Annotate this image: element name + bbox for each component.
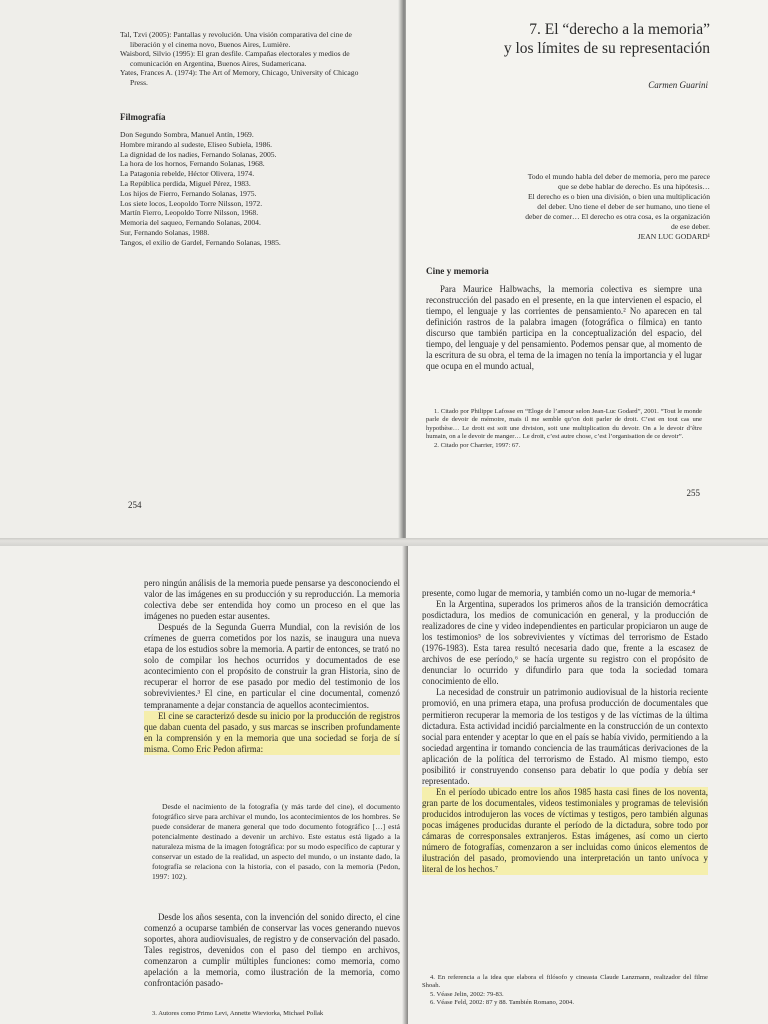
reference-entry: Yates, Frances A. (1974): The Art of Memory, Chicago, University of Chicago Press. [120, 68, 359, 87]
epigraph-author: JEAN LUC GODARD¹ [637, 232, 710, 241]
page-255 [406, 0, 768, 538]
paragraph-highlighted: En el período ubicado entre los años 1985 hasta casi fines de los noventa, gran parte de los documentales, videos testimoniales y programas de televisión producidos introdujeron las voces de víctimas y testigos, pero también algunas pocas imágenes producidas durante el período de la dictadura, sobre todo por cámaras de corresponsales extranjeros. Estas imágenes, así como un cierto número de fotografías, comenzaron a ser incluidas como únicos elementos de ilustración del pasado, promoviendo una interpretación un tanto unívoca y literal de los hechos.⁷ [422, 786, 708, 875]
page-number: 254 [128, 500, 142, 510]
film-entry: Memoria del saqueo, Fernando Solanas, 2004. [120, 218, 261, 228]
footnote: 1. Citado por Philippe Lafosse en “Eloge de l’amour selon Jean-Luc Godard”, 2001. “Tout le monde parle de devoir de mémoire, mais il me semble qu’on doit parler de droit. C’est en tout cas une hypothèse… Le droit est soit une division, soit une multiplication du devoir. On a le devoir d’être humain, on a le devoir de manger… Le droit, c’est autre chose, c’est l’organisation de ce devoir”. [426, 408, 702, 441]
paragraph: pero ningún análisis de la memoria puede pensarse ya desconociendo el valor de las imágenes en su producción y su reproducción. La memoria colectiva debe ser entendida hoy como un proceso en el que las imágenes no pueden estar ausentes. [144, 578, 400, 622]
filmography-list [120, 130, 376, 248]
chapter-title-line: y los límites de su representación [503, 40, 710, 57]
page-256 [0, 546, 408, 1024]
epigraph-line: que se debe hablar de derecho. Es una hipótesis… [557, 182, 710, 191]
body-text-continued [144, 912, 400, 989]
section-heading: Cine y memoria [426, 266, 489, 276]
paragraph: En la Argentina, superados los primeros años de la transición democrática posdictadura, los medios de comunicación en general, y la producción de realizadores de cine y video independientes en particular propiciaron un auge de los testimonios⁵ de los sobrevivientes y víctimas del terrorismo de Estado (1976-1983). Esta tarea resultó necesaria dado que, frente a la escasez de archivos de ese período,⁶ se hacía urgente su registro con el propósito de denunciar lo ocurrido y difundirlo para que toda la sociedad tomara conocimiento de ello. [422, 599, 708, 687]
reference-entry: Tal, Tzvi (2005): Pantallas y revolución. Una visión comparativa del cine de liberación y el cinema novo, Buenos Aires, Lumière. [120, 30, 352, 49]
page-number: 255 [686, 488, 700, 498]
footnote: 6. Véase Feld, 2002: 87 y 88. También Romano, 2004. [430, 999, 574, 1007]
epigraph-line: del deber. Uno tiene el deber de ser humano, uno tiene el [537, 202, 710, 211]
paragraph: La necesidad de construir un patrimonio audiovisual de la historia reciente promovió, en una primera etapa, una profusa producción de documentales que permitieron recuperar la memoria de los testigos y de las víctimas de la última dictadura. Esta actividad incidió parcialmente en la construcción de un contexto social para entender y aceptar lo que en el país se había vivido, permitiendo a la sociedad argentina ir tomando conciencia de las traumáticas derivaciones de la aplicación de la política del terrorismo de Estado. Al mismo tiempo, esto posibilitó ir construyendo consenso para debatir lo que podía y debía ser representado. [422, 687, 708, 786]
body-text [422, 588, 708, 875]
film-entry: La República perdida, Miguel Pérez, 1983. [120, 178, 251, 188]
paragraph: Después de la Segunda Guerra Mundial, con la revisión de los crímenes de guerra cometidos por los nazis, se inaugura una nueva etapa de los estudios sobre la memoria. A partir de entonces, se trató no solo de compilar los hechos ocurridos y documentados de ese acontecimiento con el propósito de construir la gran Historia, sino de recuperar el horror de ese pasado por medio del testimonio de los sobrevivientes.³ El cine, en particular el cine documental, comenzó tempranamente a dejar constancia de aquellos acontecimientos. [144, 622, 400, 710]
footnote: 4. En referencia a la idea que elabora el filósofo y cineasta Claude Lanzmann, realizador del filme Shoah. [422, 974, 708, 990]
epigraph-line: de ese deber. [670, 222, 710, 231]
chapter-author: Carmen Guarini [648, 80, 708, 90]
references-list [120, 30, 376, 88]
reference-entry: Waisbord, Silvio (1995): El gran desfile. Campañas electorales y medios de comunicación en Argentina, Buenos Aires, Sudamericana. [120, 49, 350, 68]
footnote: 2. Citado por Charrier, 1997: 67. [434, 441, 521, 449]
footnote: 5. Véase Jelin, 2002: 79-83. [430, 990, 504, 998]
film-entry: Martín Fierro, Leopoldo Torre Nilsson, 1968. [120, 208, 259, 218]
paragraph: Desde los años sesenta, con la invención del sonido directo, el cine comenzó a ocuparse también de conservar las voces generando nuevos soportes, ahora audiovisuales, de registro y de conservación del pasado. Tales registros, devenidos con el paso del tiempo en archivos, comenzaron a cumplir múltiples funciones: como memoria, como apelación a la memoria, como ilustración de la memoria, como confrontación pasado- [144, 912, 400, 989]
film-entry: Don Segundo Sombra, Manuel Antín, 1969. [120, 130, 254, 139]
footnotes [422, 974, 708, 1008]
footnotes [144, 1010, 400, 1018]
filmography-heading: Filmografía [120, 112, 166, 122]
paragraph: Para Maurice Halbwachs, la memoria colectiva es siempre una reconstrucción del pasado en el presente, en la que intervienen el espacio, el tiempo, el lenguaje y las corrientes de pensamiento.² No aparecen en tal definición rastros de la palabra imagen (fotográfica o fílmica) en tanto discurso que también participa en la conceptualización del espacio, del tiempo, del lenguaje y del pensamiento. Podemos pensar que, al momento de la escritura de su obra, el tema de la imagen no tenía la importancia y el lugar que ocupa en el mundo actual, [426, 284, 702, 372]
chapter-title-line: 7. El “derecho a la memoria” [529, 21, 710, 38]
film-entry: La dignidad de los nadies, Fernando Solanas, 2005. [120, 149, 277, 159]
body-text [426, 284, 702, 372]
paragraph: presente, como lugar de memoria, y también como un no-lugar de memoria.⁴ [422, 588, 696, 598]
film-entry: Los siete locos, Leopoldo Torre Nilsson, 1972. [120, 198, 263, 208]
block-quote [152, 802, 400, 882]
film-entry: Hombre mirando al sudeste, Eliseo Subiela, 1986. [120, 139, 273, 149]
film-entry: Los hijos de Fierro, Fernando Solanas, 1975. [120, 188, 257, 198]
film-entry: La Patagonia rebelde, Héctor Olivera, 1974. [120, 169, 255, 179]
epigraph-line: Todo el mundo habla del deber de memoria, pero me parece [527, 172, 710, 181]
footnote: 3. Autores como Primo Levi, Annette Wieviorka, Michael Pollak [152, 1010, 324, 1017]
page-254 [0, 0, 406, 538]
film-entry: La hora de los hornos, Fernando Solanas, 1968. [120, 159, 265, 169]
film-entry: Sur, Fernando Solanas, 1988. [120, 227, 210, 237]
film-entry: Tangos, el exilio de Gardel, Fernando Solanas, 1985. [120, 237, 281, 247]
page-257 [408, 546, 768, 1024]
quote-text: Desde el nacimiento de la fotografía (y más tarde del cine), el documento fotográfico sirve para archivar el mundo, los acontecimientos de los hombres. Se puede considerar de manera general que todo documento fotográfico […] está potencialmente destinado a devenir un archivo. Este estatus está ligado a la naturaleza misma de la imagen fotográfica: por su modo específico de capturar y conservar un estado de la realidad, un aspecto del mundo, o un instante dado, la fotografía se relaciona con la historia, con el pasado, con la memoria (Pedon, 1997: 102). [152, 802, 400, 881]
epigraph-line: deber de comer… El derecho es otra cosa, es la organización [525, 212, 710, 221]
body-text [144, 578, 400, 755]
chapter-title [430, 20, 710, 58]
footnotes [426, 408, 702, 450]
epigraph [430, 172, 710, 242]
paragraph-highlighted: El cine se caracterizó desde su inicio por la producción de registros que daban cuenta del pasado, y sus marcas se inscriben profundamente en la comprensión y en la memoria que una sociedad se forja de sí misma. Como Eric Pedon afirma: [144, 710, 400, 754]
epigraph-line: El derecho es o bien una división, o bien una multiplicación [528, 192, 710, 201]
